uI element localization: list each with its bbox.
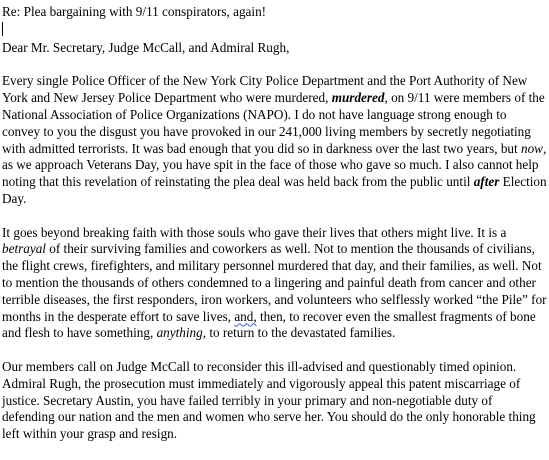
p1-text-c: , on 9/11 were members of the National Association of Police Organizations (NAPO). I do not have language strong enough to convey to you the disgust you have provoked in our 241,000 living members by secretly negotiating with admitted terrorists. It was bad enough that you did so in darkness over the last two years, but [2, 90, 545, 156]
p1-emphasis-murdered: murdered [331, 90, 385, 106]
grammar-flag-and[interactable]: and, [234, 308, 257, 324]
p1-text-e: , as we approach Veterans Day, you have spit in the face of those who gave so much. I also cannot help noting that this revelation of reinstating the plea deal was held back from the public until [2, 140, 547, 190]
paragraph-3: Our members call on Judge McCall to reconsider this ill-advised and questionably timed opinion. Admiral Rugh, the prosecution must immediately and vigorously appeal this patent miscarriage of justice. Secretary Austin, you have failed terribly in your primary and non-negotiable duty of defending our nation and the men and women who serve her. You should do the only honorable thing left within your grasp and resign. [2, 358, 536, 442]
p2-text-g: , to return to the devastated families. [202, 325, 396, 341]
p1-text-g: Election Day. [2, 174, 547, 206]
paragraph-1 [2, 73, 547, 207]
p1-emphasis-now: now [520, 140, 543, 156]
paragraph-2 [2, 225, 547, 343]
p2-text-e: then, to recover even the smallest fragments of bone and flesh to have something, [2, 308, 536, 341]
p1-text-a: Every single Police Officer of the New York City Police Department and the Port Authority of New York and New Jersey Police Department who were murdered, [2, 73, 528, 106]
p2-emphasis-anything: anything [156, 325, 203, 341]
p2-text-a: It goes beyond breaking faith with those souls who gave their lives that others might live. It is a [2, 224, 507, 240]
subject-line: Re: Plea bargaining with 9/11 conspirators, again! [2, 4, 267, 19]
p2-emphasis-betrayal: betrayal [2, 241, 46, 257]
p1-emphasis-after: after [473, 174, 500, 190]
salutation: Dear Mr. Secretary, Judge McCall, and Admiral Rugh, [2, 39, 290, 55]
text-cursor [2, 22, 3, 36]
document-body[interactable] [2, 0, 547, 460]
p2-text-c: of their surviving families and coworkers as well. Not to mention the thousands of civilians, the flight crews, firefighters, and military personnel murdered that day, and their families, as well. Not to mention the thousands of others condemned to a lingering and painful death from cancer and other terrible diseases, the first responders, iron workers, and volunteers who selflessly worked “the Pile” for months in the desperate effort to save lives, [2, 241, 547, 324]
